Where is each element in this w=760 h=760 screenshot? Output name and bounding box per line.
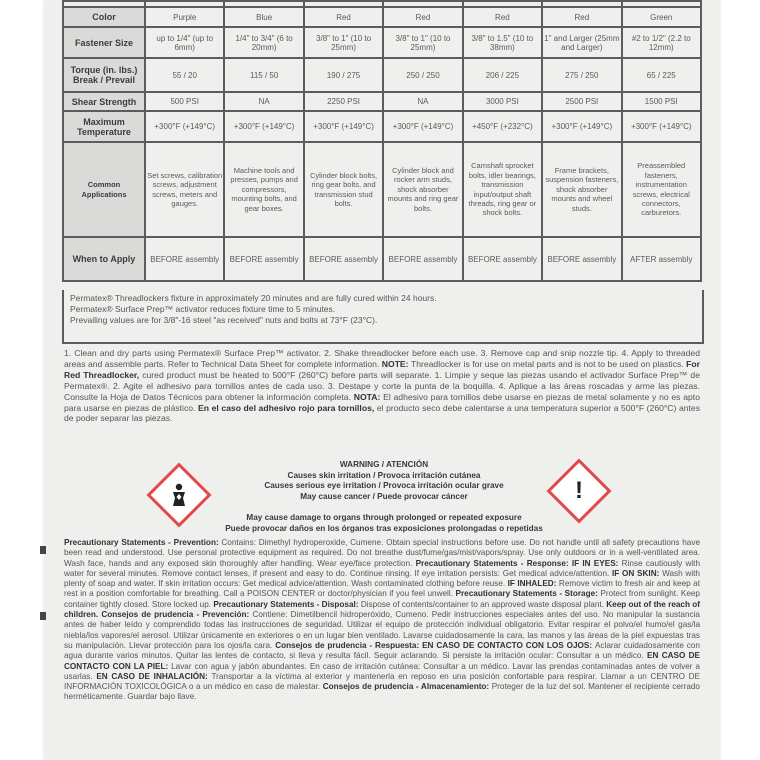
table-row [63,58,701,92]
hazard-warning-block [64,460,700,538]
table-cell: Cylinder block bolts, ring gear bolts, and transmission stud bolts. [304,142,383,237]
row-header-color: Color [63,7,145,27]
table-cell: 2250 PSI [304,92,383,111]
table-cell: +300°F (+149°C) [542,111,621,142]
row-header-max-temperature: Maximum Temperature [63,111,145,142]
row-header-when-to-apply: When to Apply [63,237,145,281]
prevention-text: Contains: Dimethyl hydroperoxide, Cumene. Obtain special instructions before use. Do not handle until all safety precautions have been read and understood. Use personal protective equipment as required. Do not breathe dust/fume/gas/mist/vapors/spray. Use only outdoors or in a well-ventilated area. Wash face, hands and any exposed skin thoroughly after handling. Wear eye/face protection. [64,538,701,568]
table-row [63,27,701,58]
table-row [63,92,701,111]
prevention-label: Precautionary Statements - Prevention: [64,538,222,547]
warning-line: May cause damage to organs through prolonged or repeated exposure [246,513,522,522]
table-cell: up to 1/4" (up to 6mm) [145,27,224,58]
table-cell: NA [224,92,303,111]
table-cell: 55 / 20 [145,58,224,92]
spec-table-wrapper [62,0,702,282]
table-cell: +450°F (+232°C) [463,111,542,142]
table-cell: 275 / 250 [542,58,621,92]
usage-instructions [64,348,700,424]
table-cell: Blue [224,7,303,27]
disposal-label: Precautionary Statements - Disposal: [213,599,361,609]
table-cell: BEFORE assembly [463,237,542,281]
table-cell: Red [463,7,542,27]
skin-label: IF ON SKIN: [612,568,663,578]
table-cell: #2 to 1/2" (2.2 to 12mm) [622,27,701,58]
table-cell: NA [383,92,462,111]
red-threadlocker-label: For Red Threadlocker, [64,358,700,380]
row-header-common-applications: Common Applications [63,142,145,237]
table-cell: +300°F (+149°C) [224,111,303,142]
note-text: Threadlocker is for use on metal parts and is not to be used on plastics. [410,358,687,369]
table-row [63,237,701,281]
note-label: NOTE: [381,358,411,369]
table-cell: Set screws, calibration screws, adjustment screws, meters and gauges. [145,142,224,237]
table-cell: 3/8" to 1.5" (10 to 38mm) [463,27,542,58]
warning-line: Puede provocar daños en los órganos tras exposiciones prolongadas o repetidas [225,523,543,533]
inhalacion-label: EN CASO DE INHALACIÓN: [96,671,212,681]
warning-title: WARNING / ATENCIÓN [339,460,429,469]
table-cell: 3/8" to 1" (10 to 25mm) [383,27,462,58]
adhesivo-rojo-text: el producto seco debe calentarse a una temperatura superior a 500°F (260°C) antes de poder separar las piezas. [64,402,700,424]
table-cell: +300°F (+149°C) [145,111,224,142]
table-cell: Machine tools and presses, pumps and compressors, mounting bolts, and gear boxes. [224,142,303,237]
table-cell: 206 / 225 [463,58,542,92]
piel-label: EN CASO DE CONTACTO CON LA PIEL: [64,651,701,671]
table-cell: 2500 PSI [542,92,621,111]
table-cell: +300°F (+149°C) [622,111,701,142]
table-cell: Cylinder block and rocker arm studs, shock absorber mounts and ring gear bolts. [383,142,462,237]
table-cell: 250 / 250 [383,58,462,92]
table-cell: 3/8" to 1" (10 to 25mm) [304,27,383,58]
table-cell: 65 / 225 [622,58,701,92]
instructions-es: 1. Limpie y seque las piezas usando el activador Surface Prep™ de Permatex®. 2. Agite el adhesivo para tornillos antes de cada uso. 3. Destape y corte la punta de la boquilla. 4. Aplique a las áreas roscadas y arme las piezas. Consulte la Hoja de Datos Técnicos para obtener la información completa. [64,369,700,402]
inhalacion-text: Transportar a la víctima al exterior y mantenerla en reposo en una posición confortable para respirar. Llamar a un CENTRO DE INFORMACIÓN TOXICOLÓGICA o a un médico en caso de malestar. [64,671,700,692]
table-cell: BEFORE assembly [383,237,462,281]
disposal-text: Dispose of contents/container to an approved waste disposal plant. [360,599,607,609]
table-cell: Green [622,7,701,27]
row-header-shear-strength: Shear Strength [63,92,145,111]
table-cell: 190 / 275 [304,58,383,92]
table-cell: 1500 PSI [622,92,701,111]
warning-line: Causes skin irritation / Provoca irritación cutánea [287,470,481,480]
exclamation-icon: ! [546,458,611,523]
instructions-en: 1. Clean and dry parts using Permatex® Surface Prep™ activator. 2. Shake threadlocker before each use. 3. Remove cap and snip nozzle tip. 4. Apply to threaded areas and assemble parts. Refer to Technical Data Sheet for complete information. [64,348,700,369]
margin-mark [40,612,46,620]
table-cell: Red [304,7,383,27]
note-line: Permatex® Threadlockers fixture in approximately 20 minutes and are fully cured within 24 hours. [70,293,437,303]
respuesta-label: Consejos de prudencia - Respuesta: EN CASO DE CONTACTO CON LOS OJOS: [275,640,595,650]
prevencion-label: Keep out of the reach of children. Consejos de prudencia - Prevención: [64,599,700,620]
row-header-fastener-size: Fastener Size [63,27,145,58]
table-cell: Preassembled fasteners, instrumentation screws, electrical connectors, carburetors. [622,142,701,237]
table-cell: BEFORE assembly [304,237,383,281]
table-cell: Purple [145,7,224,27]
note-line: Permatex® Surface Prep™ activator reduces fixture time to 5 minutes. [70,304,336,314]
almacenamiento-text: Proteger de la luz del sol. Mantener el recipiente cerrado herméticamente. Guardar bajo llave. [64,682,700,702]
row-header-torque: Torque (in. lbs.) Break / Prevail [63,58,145,92]
table-cell: 3000 PSI [463,92,542,111]
adhesivo-rojo-label: En el caso del adhesivo rojo para tornillos, [198,402,377,413]
cure-notes-box [62,290,704,344]
warning-line: May cause cancer / Puede provocar cáncer [300,491,468,501]
product-label-sheet [44,0,720,760]
response-label: Precautionary Statements - Response: IF IN EYES: [415,558,622,568]
warning-line: Causes serious eye irritation / Provoca irritación ocular grave [264,481,504,491]
table-cell: AFTER assembly [622,237,701,281]
table-cell: +300°F (+149°C) [383,111,462,142]
table-cell: BEFORE assembly [542,237,621,281]
warning-organ-damage [164,513,604,534]
nota-label: NOTA: [353,391,384,402]
health-hazard-glyph [166,482,192,508]
piel-text: Lavar con agua y jabón abundantes. En caso de irritación cutánea: Consultar a un médico. Lavar las prendas contaminadas antes de volver a usarlas. [64,661,700,681]
inhaled-label: IF INHALED: [507,579,559,589]
table-cell: Frame brackets, suspension fasteners, shock absorber mounts and wheel studs. [542,142,621,237]
precautionary-statements [64,538,700,703]
table-cell: 500 PSI [145,92,224,111]
table-cell: Red [383,7,462,27]
table-row [63,142,701,237]
table-row [63,111,701,142]
skin-text: Wash with plenty of soap and water. If skin irritation occurs: Get medical advice/attention. Wash contaminated clothing before reuse. [64,568,700,589]
table-cell: BEFORE assembly [224,237,303,281]
nota-text: El adhesivo para tornillos debe usarse en piezas de metal solamente y no es apto para usarse en piezas de plástico. [64,391,700,413]
storage-label: Precautionary Statements - Storage: [455,589,601,599]
prevencion-text: Contiene: Dimetilbencil hidroperóxido, Cumeno. Pedir instrucciones especiales antes del uso. No manipular la sustancia antes de haber leído y comprendido todas las instrucciones de seguridad. Utilizar el equipo de protección individual obligatorio. Evitar respirar el polvo/el humo/el gas/la niebla/los vapores/el aerosol. Utilizar únicamente en exteriores o en un lugar bien ventilado. Lavarse cuidadosamente la cara, las manos y las áreas de la piel expuestas tras su manipulación. Llevar protección para los ojos/la cara. [64,610,700,650]
red-threadlocker-text: cured product must be heated to 500°F (260°C) before parts will separate. [142,369,435,380]
table-cell: Red [542,7,621,27]
table-cell: 115 / 50 [224,58,303,92]
almacenamiento-label: Consejos de prudencia - Almacenamiento: [322,682,492,692]
table-row [63,7,701,27]
respuesta-text: Aclarar cuidadosamente con agua durante varios minutos. Quitar las lentes de contacto, si lleva y resulta fácil. Seguir aclarando. Si persiste la irritación ocular: Consultar a un médico. [64,640,700,661]
table-cell: 1" and Larger (25mm and Larger) [542,27,621,58]
table-cell: BEFORE assembly [145,237,224,281]
inhaled-text: Remove victim to fresh air and keep at rest in a position comfortable for breathing. Call a POISON CENTER or doctor/physician if you feel unwell. [64,579,700,599]
storage-text: Protect from sunlight. Keep container tightly closed. Store locked up. [64,589,700,609]
threadlocker-spec-table [62,0,702,282]
warning-text [224,460,544,502]
table-cell: 1/4" to 3/4" (6 to 20mm) [224,27,303,58]
response-text: Rinse cautiously with water for several minutes. Remove contact lenses, if present and easy to do. Continue rinsing. If eye irritation persists: Get medical advice/attention. [64,558,700,578]
note-line: Prevailing values are for 3/8"-16 steel "as received" nuts and bolts at 73°F (23°C). [70,315,378,325]
margin-mark [40,546,46,554]
table-cell: Camshaft sprocket bolts, idler bearings, transmission input/output shaft threads, ring gear or shock bolts. [463,142,542,237]
table-cell: +300°F (+149°C) [304,111,383,142]
